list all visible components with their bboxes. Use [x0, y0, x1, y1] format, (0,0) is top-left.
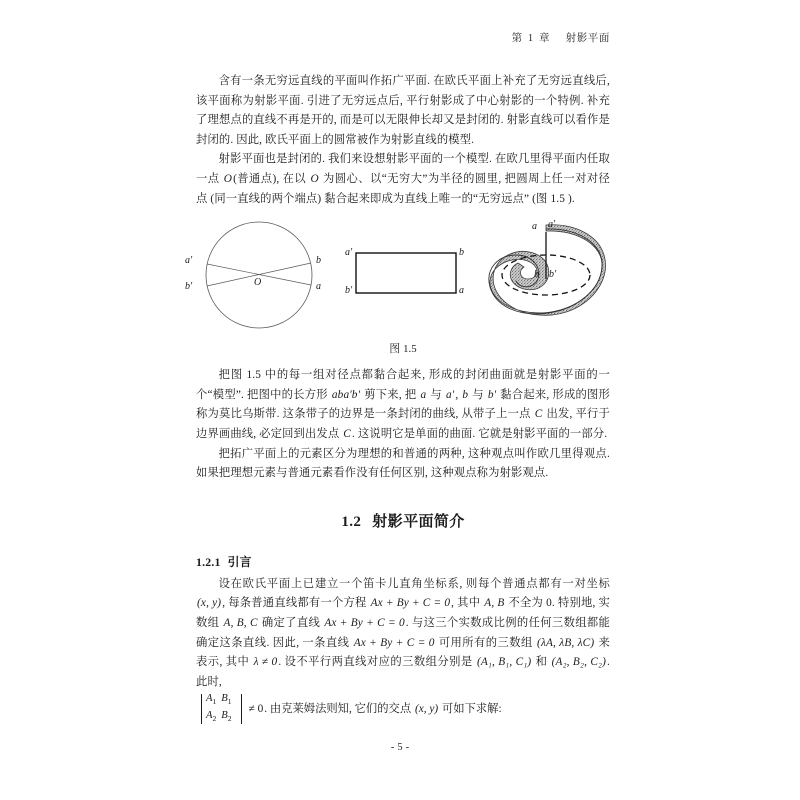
det-a1-sym: A [206, 693, 213, 705]
figure-rectangle-diagram [344, 219, 468, 331]
paragraph-2-part-b: (普通点), 在以 [233, 172, 310, 185]
figure-caption [196, 341, 610, 356]
label-a-1: a [420, 388, 427, 401]
math-coeff-AB: A, B [484, 597, 505, 610]
paragraph-4: 把拓广平面上的元素区分为理想的和普通的两种, 这种观点叫作欧几里得观点. 如果把理想元素与普通元素看作没有任何区别, 这种观点称为射影观点. [196, 447, 610, 480]
circle-label-b: b [316, 255, 321, 267]
intro-s3: , 其中 [451, 597, 484, 610]
label-b-1: b [462, 388, 469, 401]
intro-s11: . 此时, [196, 656, 610, 688]
math-triple-lambda: (λA, λB, λC) [537, 636, 595, 649]
math-line-equation-1: Ax + By + C = 0 [370, 597, 451, 610]
det-a2-sym: A [206, 710, 213, 722]
rectangle-svg [344, 219, 468, 331]
determinant-right-bar [241, 694, 242, 724]
det-b1-sym: B [221, 693, 228, 705]
header-chapter-title: 射影平面 [565, 33, 610, 44]
figure-caption-number: 1.5 [403, 343, 417, 356]
header-chapter-number: 1 [527, 33, 534, 44]
intro-s4: 不全为 0. 特别地, 实数组 [196, 597, 611, 629]
circle-svg [196, 219, 322, 331]
mobius-label-a: a [532, 221, 537, 233]
det-a2-sub: 2 [212, 714, 217, 724]
mobius-label-a-prime: a' [548, 219, 556, 231]
footer-page-number: 5 [397, 742, 403, 753]
math-coords-xy: (x, y) [197, 597, 222, 610]
determinant-cell-b1 [221, 692, 236, 709]
intro-s9: . 设不平行两直线对应的三数组分别是 [278, 656, 476, 669]
paragraph-3 [196, 366, 610, 444]
intro-s5: 确定了直线 [258, 616, 324, 629]
section-heading [196, 510, 610, 531]
point-label-O-2: O [310, 172, 319, 185]
header-chapter-unit: 章 [539, 33, 551, 44]
figure-circle-diagram [185, 219, 322, 331]
header-chapter-prefix: 第 [511, 33, 523, 44]
rect-label-a-prime: a' [345, 247, 353, 259]
det-b1-sub: 1 [227, 697, 232, 707]
rectangle-name-abab: aba'b' [331, 388, 361, 401]
intro-paragraph [196, 575, 610, 693]
math-triple-1: (A₁, B₁, C₁) [476, 656, 532, 669]
paragraph-1: 含有一条无穷远直线的平面叫作拓广平面. 在欧氏平面上补充了无穷远直线后, 该平面称为射影平面. 引进了无穷远点后, 平行射影成了中心射影的一个特例. 补充了理想点的直线不再是开的, 而是可以无限伸长却又是封闭的. 射影直线可以看作是封闭的. 因此, 欧氏平面上的圆常被作为射影直线的模型. [196, 75, 610, 146]
det-tail-c: 可如下求解: [439, 702, 502, 715]
determinant-row-1 [206, 692, 237, 709]
footer-dash-right: - [405, 742, 410, 753]
intro-s7: 可用所有的三数组 [435, 636, 537, 649]
subsection-number: 1.2.1 [196, 554, 221, 569]
det-a1-sub: 1 [212, 697, 217, 707]
intro-s6: . 与这三个实数成比例的任何三数组都能确定这条直线. 因此, 一条直线 [196, 616, 611, 649]
subsection-title: 引言 [227, 554, 252, 569]
determinant-line [196, 692, 610, 726]
circle-outline [206, 222, 312, 328]
circle-label-center-O: O [254, 277, 262, 289]
det-b2-sub: 2 [227, 714, 232, 724]
math-triple-2: (A₂, B₂, C₂) [551, 656, 606, 669]
math-lambda-condition: λ ≠ 0 [253, 656, 278, 669]
det-nonzero-condition: ≠ 0 [248, 702, 264, 715]
intro-s1: 设在欧氏平面上已建立一个笛卡儿直角坐标系, 则每个普通点都有一对坐标 [218, 577, 610, 590]
det-b2-sym: B [221, 710, 228, 722]
label-C-2: C [343, 427, 351, 440]
intro-s8: 来表示, 其中 [196, 636, 610, 669]
figure-mobius-strip [482, 217, 610, 333]
circle-label-a-prime: a' [185, 255, 193, 267]
paragraph-2 [196, 150, 610, 209]
paragraph-3-part-c: 与 [427, 388, 445, 401]
page-body [185, 72, 611, 727]
page-footer [0, 742, 800, 753]
determinant-table [206, 692, 237, 726]
circle-label-b-prime: b' [185, 281, 193, 293]
paragraph-2-part-c: 为圆心、以“无穷大”为半径的圆里, 把圆周上任一对对径点 (同一直线的两个端点) 黏合起来即成为直线上唯一的“无穷远点” (图 1.5 ). [196, 172, 610, 205]
determinant-tail [248, 700, 502, 720]
rectangle-outline [356, 253, 456, 293]
section-title: 射影平面简介 [372, 513, 465, 530]
mobius-svg [482, 217, 610, 333]
math-coeff-ABC: A, B, C [223, 616, 258, 629]
paragraph-3-part-e: 与 [469, 388, 487, 401]
section-number: 1.2 [341, 513, 362, 530]
determinant-left-bar [201, 694, 202, 724]
determinant-cell-b2 [221, 709, 236, 726]
paragraph-3-part-a: 把图 1.5 中的每一组对径点都黏合起来, 形成的封闭曲面就是射影平面的一个“模型”. 把图中的长方形 [196, 369, 610, 401]
running-header [196, 30, 610, 45]
determinant-cell-a1 [206, 692, 221, 709]
point-label-O-1: O [223, 172, 233, 185]
paragraph-3-part-h: . 这说明它是单面的曲面. 它就是射影平面的一部分. [351, 427, 608, 440]
paragraph-2-part-a: 射影平面也是封闭的. 我们来设想射影平面的一个模型. 在欧几里得平面内任取一点 [196, 153, 610, 185]
det-tail-b: . 由克莱姆法则知, 它们的交点 [264, 702, 414, 715]
label-C-1: C [534, 408, 543, 421]
paragraph-3-part-g: 出发, 平行于边界画曲线, 必定回到出发点 [196, 408, 610, 440]
determinant-cell-a2 [206, 709, 221, 726]
intro-s10: 和 [532, 656, 551, 669]
det-intersection-xy: (x, y) [414, 702, 439, 715]
math-line-equation-2: Ax + By + C = 0 [324, 616, 405, 629]
label-b-prime-1: b' [487, 388, 497, 401]
rect-label-b: b [459, 247, 464, 259]
figure-caption-prefix: 图 [389, 343, 401, 356]
circle-label-a: a [316, 281, 321, 293]
rect-label-a: a [459, 285, 464, 297]
math-line-equation-3: Ax + By + C = 0 [353, 636, 435, 649]
figure-1-5 [185, 217, 610, 335]
determinant-row-2 [206, 709, 237, 726]
mobius-label-b: b [534, 269, 539, 281]
paragraph-3-part-f: 黏合起来, 形成的图形称为莫比乌斯带. 这条带子的边界是一条封闭的曲线, 从带子上一点 [196, 388, 611, 421]
paragraph-3-part-b: 剪下来, 把 [361, 388, 420, 401]
paragraph-3-part-d: , [455, 388, 462, 401]
label-a-prime-1: a' [445, 388, 455, 401]
footer-dash-left: - [390, 742, 395, 753]
determinant-matrix [196, 692, 247, 726]
intro-s2: , 每条普通直线都有一个方程 [222, 597, 370, 610]
subsection-heading [196, 553, 610, 570]
mobius-label-b-prime: b' [549, 269, 557, 281]
rect-label-b-prime: b' [345, 285, 353, 297]
